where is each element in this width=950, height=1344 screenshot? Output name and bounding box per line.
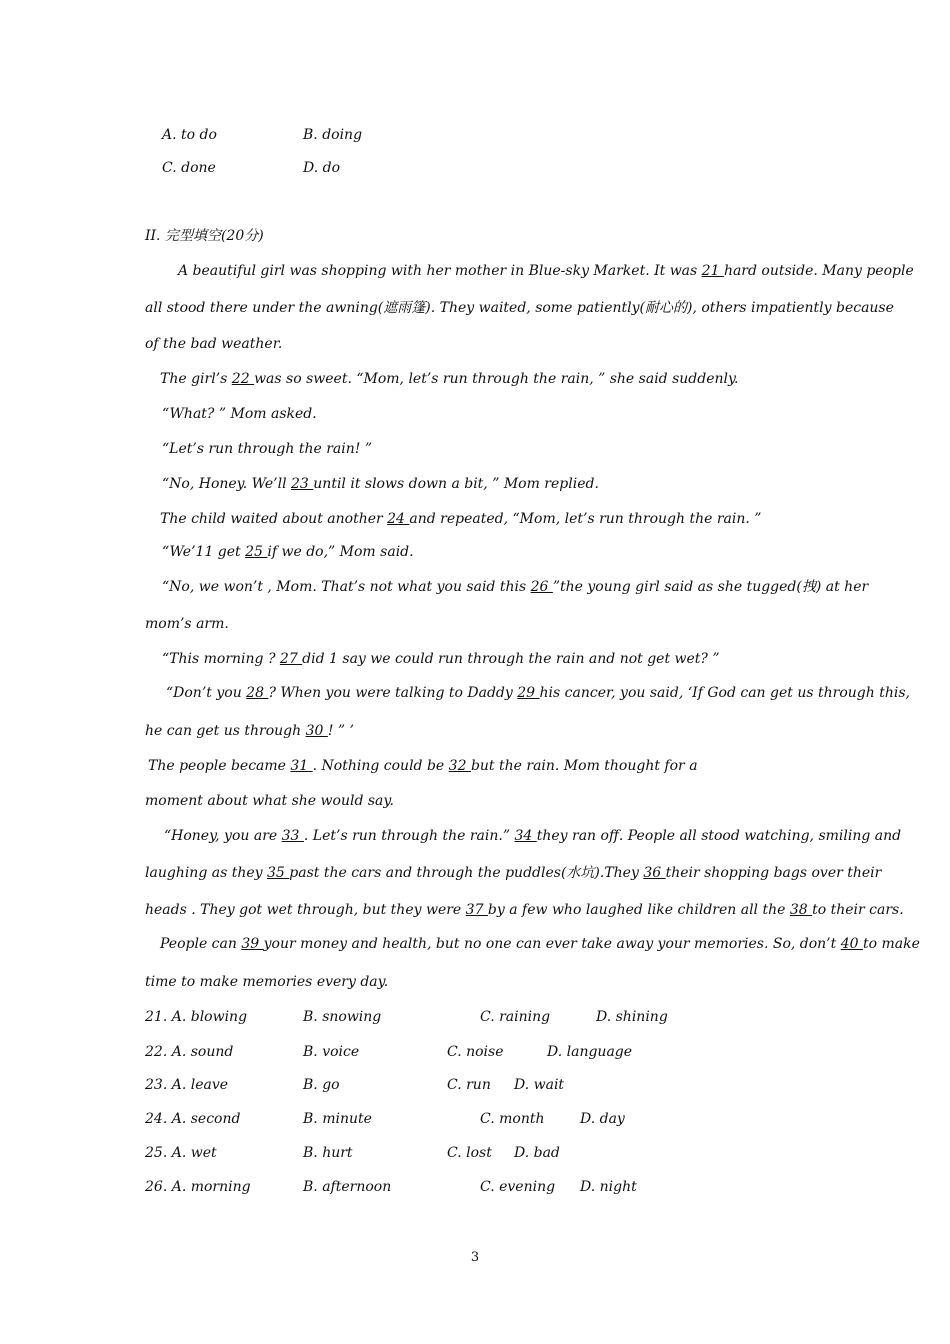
passage-line-5: “What? ” Mom asked.	[162, 406, 317, 422]
q22-option-b: B. voice	[303, 1044, 360, 1060]
passage-text: “Honey, you are	[164, 828, 282, 844]
passage-text: “No, Honey. We’ll	[162, 476, 292, 492]
blank-31: 31	[290, 758, 313, 774]
passage-text: did 1 say we could run through the rain and not get wet? ”	[302, 651, 720, 667]
blank-32: 32	[448, 758, 471, 774]
passage-text: ? When you were talking to Daddy	[268, 685, 518, 701]
blank-21: 21	[701, 263, 724, 279]
passage-text: to make	[862, 936, 920, 952]
page-number: 3	[470, 1250, 480, 1265]
passage-text: “No, we won’t , Mom. That’s not what you said this	[162, 579, 531, 595]
passage-line-17	[164, 827, 901, 845]
section-title: II. 完型填空(20分)	[145, 228, 264, 244]
blank-22: 22	[231, 371, 255, 387]
q26-option-d: D. night	[580, 1179, 637, 1195]
passage-text: past the cars and through the puddles(水坑).They	[289, 865, 644, 881]
passage-line-9	[162, 543, 414, 561]
blank-40: 40	[840, 936, 863, 952]
passage-text: until it slows down a bit, ” Mom replied.	[313, 476, 599, 492]
q22-option-c: C. noise	[447, 1044, 504, 1060]
passage-text: laughing as they	[145, 865, 267, 881]
blank-25: 25	[245, 544, 268, 560]
blank-38: 38	[789, 902, 813, 918]
q21-option-a: 21. A. blowing	[145, 1009, 248, 1025]
passage-text: and repeated, “Mom, let’s run through the rain. ”	[409, 511, 762, 527]
q25-option-a: 25. A. wet	[145, 1145, 217, 1161]
passage-text: if we do,” Mom said.	[267, 544, 414, 560]
passage-line-21: time to make memories every day.	[145, 974, 389, 990]
q24-option-c: C. month	[480, 1111, 545, 1127]
q25-option-d: D. bad	[514, 1145, 560, 1161]
passage-text: your money and health, but no one can ever take away your memories. So, don’t	[263, 936, 841, 952]
passage-line-20	[160, 935, 920, 953]
passage-line-15	[148, 757, 698, 775]
q23-option-c: C. run	[447, 1077, 491, 1093]
q23-option-b: B. go	[303, 1077, 340, 1093]
q21-option-c: C. raining	[480, 1009, 551, 1025]
blank-34: 34	[514, 828, 537, 844]
blank-27: 27	[279, 651, 303, 667]
passage-text: “Don’t you	[166, 685, 247, 701]
passage-line-13	[166, 684, 910, 702]
passage-text: “We’11 get	[162, 544, 246, 560]
passage-text: “This morning ?	[162, 651, 280, 667]
prev-option-d: D. do	[303, 160, 341, 176]
q24-option-d: D. day	[580, 1111, 625, 1127]
prev-option-b: B. doing	[303, 127, 363, 143]
blank-24: 24	[387, 511, 410, 527]
q21-option-b: B. snowing	[303, 1009, 382, 1025]
q22-option-a: 22. A. sound	[145, 1044, 234, 1060]
passage-text: ”the young girl said as she tugged(拽) at her	[552, 579, 869, 595]
passage-line-8	[160, 510, 761, 528]
passage-line-14	[145, 722, 354, 740]
blank-29: 29	[517, 685, 540, 701]
passage-line-4	[160, 370, 739, 388]
passage-text: was so sweet. “Mom, let’s run through the rain, ” she said suddenly.	[254, 371, 739, 387]
prev-option-a: A. to do	[162, 127, 217, 143]
passage-line-3: of the bad weather.	[145, 336, 283, 352]
blank-35: 35	[267, 865, 290, 881]
blank-33: 33	[281, 828, 304, 844]
q23-option-d: D. wait	[514, 1077, 565, 1093]
q25-option-b: B. hurt	[303, 1145, 353, 1161]
passage-line-1	[178, 262, 914, 280]
q25-option-c: C. lost	[447, 1145, 492, 1161]
passage-line-19	[145, 901, 904, 919]
passage-text: The child waited about another	[160, 511, 388, 527]
passage-text: by a few who laughed like children all the	[487, 902, 790, 918]
passage-text: heads . They got wet through, but they were	[145, 902, 466, 918]
passage-text: but the rain. Mom thought for a	[470, 758, 698, 774]
q24-option-b: B. minute	[303, 1111, 372, 1127]
passage-line-11: mom’s arm.	[145, 616, 229, 632]
passage-text: People can	[160, 936, 242, 952]
q26-option-a: 26. A. morning	[145, 1179, 251, 1195]
q26-option-c: C. evening	[480, 1179, 556, 1195]
blank-26: 26	[530, 579, 553, 595]
passage-line-10	[162, 578, 868, 596]
blank-39: 39	[241, 936, 264, 952]
blank-28: 28	[246, 685, 269, 701]
blank-23: 23	[291, 476, 314, 492]
prev-option-c: C. done	[162, 160, 216, 176]
passage-text: he can get us through	[145, 723, 306, 739]
passage-text: ! ” ’	[327, 723, 354, 739]
passage-text: their shopping bags over their	[665, 865, 882, 881]
passage-text: hard outside. Many people	[723, 263, 914, 279]
q26-option-b: B. afternoon	[303, 1179, 392, 1195]
passage-line-18	[145, 864, 881, 882]
passage-text: to their cars.	[812, 902, 904, 918]
passage-text: his cancer, you said, ‘If God can get us through this,	[539, 685, 910, 701]
passage-text: A beautiful girl was shopping with her mother in Blue-sky Market. It was	[178, 263, 702, 279]
passage-text: The people became	[148, 758, 291, 774]
q21-option-d: D. shining	[596, 1009, 668, 1025]
q22-option-d: D. language	[547, 1044, 633, 1060]
passage-text: The girl’s	[160, 371, 232, 387]
blank-30: 30	[305, 723, 328, 739]
passage-text: . Nothing could be	[312, 758, 449, 774]
passage-line-16: moment about what she would say.	[145, 793, 394, 809]
blank-37: 37	[465, 902, 488, 918]
passage-text: they ran off. People all stood watching, smiling and	[536, 828, 902, 844]
passage-text: . Let’s run through the rain.”	[303, 828, 515, 844]
passage-line-12	[162, 650, 720, 668]
q24-option-a: 24. A. second	[145, 1111, 241, 1127]
q23-option-a: 23. A. leave	[145, 1077, 229, 1093]
blank-36: 36	[643, 865, 666, 881]
passage-line-7	[162, 475, 599, 493]
passage-line-6: “Let’s run through the rain! ”	[162, 441, 372, 457]
passage-line-2: all stood there under the awning(遮雨篷). They waited, some patiently(耐心的), others impatiently because	[145, 300, 894, 316]
